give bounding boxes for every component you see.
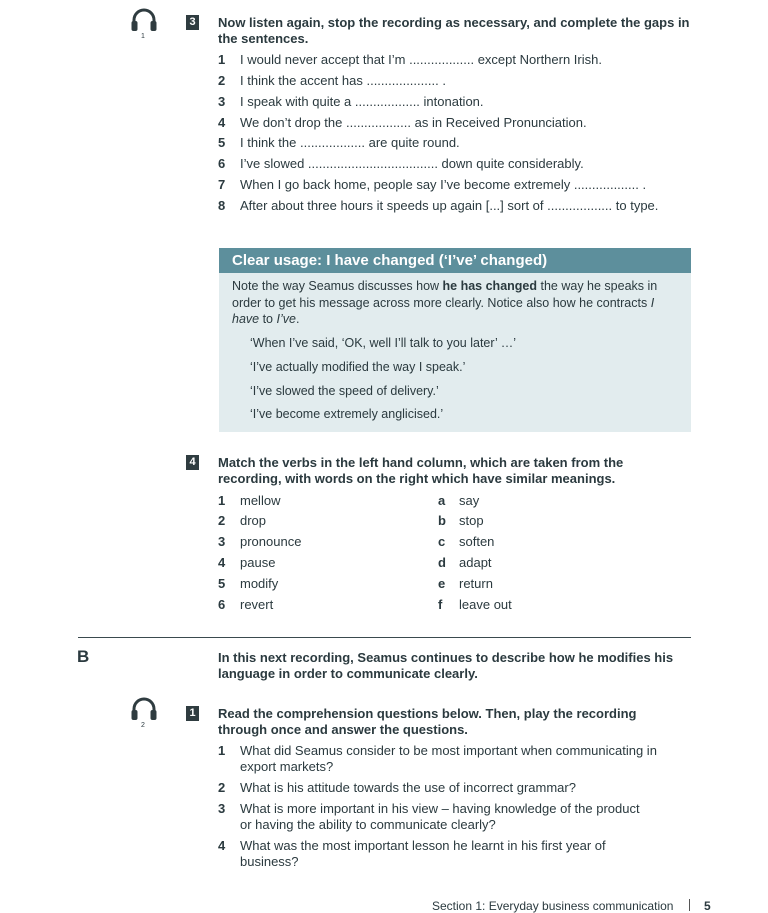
item-text: What did Seamus consider to be most important when communicating in export markets?	[240, 743, 657, 774]
item-letter: f	[438, 597, 443, 612]
item-number: 4	[218, 115, 226, 130]
item-letter: c	[438, 534, 446, 549]
note-italic-text: I have	[232, 295, 655, 326]
item-letter: b	[438, 513, 446, 528]
item-number: 5	[218, 576, 226, 591]
item-number: 2	[218, 513, 226, 528]
exercise-instruction: Match the verbs in the left hand column, which are taken from the recording, with words on the right which have similar meanings.	[218, 455, 624, 486]
item-text: return	[459, 576, 493, 591]
note-text: to	[259, 312, 277, 326]
item-text: drop	[240, 513, 267, 528]
clear-usage-heading: Clear usage: I have changed (‘I’ve’ changed)	[219, 248, 691, 273]
item-text: leave out	[459, 597, 512, 612]
item-text: I would never accept that I’m .................. except Northern Irish.	[240, 52, 602, 67]
exercise-number: 3	[186, 15, 199, 30]
item-text: We don’t drop the .................. as in Received Pronunciation.	[240, 115, 587, 130]
item-number: 6	[218, 156, 226, 171]
item-number: 7	[218, 177, 226, 192]
item-text: soften	[459, 534, 495, 549]
track-number: 1	[141, 33, 145, 40]
section-divider	[78, 637, 691, 638]
item-text: After about three hours it speeds up again [...] sort of .................. to type.	[240, 198, 659, 213]
item-number: 2	[218, 780, 226, 795]
item-text: What is more important in his view – having knowledge of the product or having the ability to communicate clearly?	[240, 801, 640, 832]
item-text: revert	[240, 597, 274, 612]
item-text: I’ve slowed .................................... down quite considerably.	[240, 156, 584, 171]
item-text: I think the .................. are quite round.	[240, 135, 460, 150]
note-italic-text: I’ve	[276, 312, 296, 326]
item-number: 2	[218, 73, 226, 88]
footer-divider	[689, 899, 690, 911]
exercise-instruction: Read the comprehension questions below. Then, play the recording through once and answer the questions.	[218, 706, 637, 737]
item-number: 3	[218, 94, 226, 109]
footer-section-title: Section 1: Everyday business communication	[432, 899, 674, 913]
item-text: modify	[240, 576, 279, 591]
note-text: the way he speaks in order to get his message across more clearly. Notice also how he contracts	[232, 279, 658, 310]
item-number: 6	[218, 597, 226, 612]
example-quote: ‘When I’ve said, ‘OK, well I’ll talk to you later’ …’	[250, 336, 517, 350]
item-number: 1	[218, 52, 226, 67]
item-text: stop	[459, 513, 484, 528]
headphones-icon	[130, 8, 160, 32]
section-letter: B	[77, 647, 90, 666]
item-number: 3	[218, 534, 226, 549]
note-text: .	[295, 312, 300, 326]
headphones-icon	[130, 697, 160, 721]
item-letter: e	[438, 576, 446, 591]
example-quote: ‘I’ve become extremely anglicised.’	[250, 407, 444, 421]
example-quote: ‘I’ve slowed the speed of delivery.’	[250, 384, 439, 398]
clear-usage-box	[219, 248, 691, 432]
item-number: 8	[218, 198, 226, 213]
item-text: What is his attitude towards the use of incorrect grammar?	[240, 780, 576, 795]
exercise-number: 4	[186, 455, 199, 470]
item-number: 1	[218, 493, 226, 508]
exercise-instruction: Now listen again, stop the recording as necessary, and complete the gaps in the sentences.	[218, 15, 690, 46]
exercise-number: 1	[186, 706, 199, 721]
track-number: 2	[141, 722, 145, 729]
item-text: mellow	[240, 493, 281, 508]
item-text: pronounce	[240, 534, 302, 549]
item-number: 4	[218, 555, 226, 570]
item-number: 3	[218, 801, 226, 816]
item-text: What was the most important lesson he learnt in his first year of business?	[240, 838, 606, 869]
note-bold-text: he has changed	[442, 279, 538, 293]
item-text: When I go back home, people say I’ve become extremely .................. .	[240, 177, 647, 192]
clear-usage-note	[232, 278, 682, 328]
item-letter: a	[438, 493, 446, 508]
item-text: say	[459, 493, 480, 508]
example-quote: ‘I’ve actually modified the way I speak.’	[250, 360, 466, 374]
item-text: adapt	[459, 555, 492, 570]
item-number: 1	[218, 743, 226, 758]
item-text: I speak with quite a .................. intonation.	[240, 94, 484, 109]
note-text: Note the way Seamus discusses how	[232, 279, 443, 293]
item-text: pause	[240, 555, 276, 570]
item-letter: d	[438, 555, 446, 570]
item-number: 4	[218, 838, 226, 853]
section-intro: In this next recording, Seamus continues to describe how he modifies his language in order to communicate clearly.	[218, 650, 674, 681]
item-text: I think the accent has .................... .	[240, 73, 446, 88]
page-number: 5	[704, 899, 711, 913]
item-number: 5	[218, 135, 226, 150]
